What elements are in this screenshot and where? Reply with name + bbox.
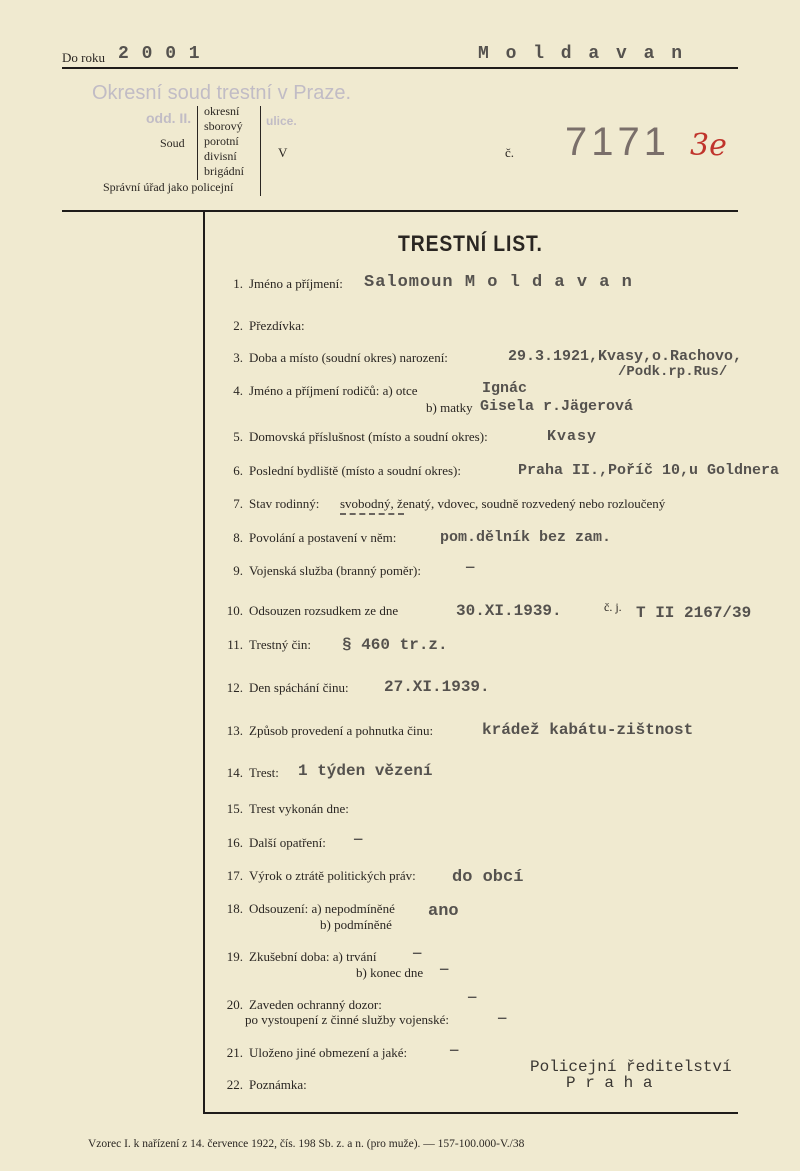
row-label: Uloženo jiné obmezení a jaké: bbox=[249, 1045, 408, 1060]
row-17 bbox=[218, 868, 416, 884]
soud-option: brigádní bbox=[204, 164, 244, 178]
row-label: Den spáchání činu: bbox=[249, 680, 349, 695]
row-12-value: 27.XI.1939. bbox=[384, 678, 490, 696]
row-20 bbox=[218, 997, 382, 1013]
row-18-value: ano bbox=[428, 902, 459, 921]
row-number: 10. bbox=[226, 603, 243, 618]
do-roku-label: Do roku bbox=[62, 50, 105, 65]
soud-option: divisní bbox=[204, 149, 237, 163]
row-label: Odsouzení: a) nepodmíněné bbox=[249, 901, 395, 916]
row-20-value-b: — bbox=[498, 1011, 508, 1027]
row-number: 13. bbox=[226, 723, 243, 738]
court-stamp-street: ulice. bbox=[266, 114, 297, 128]
row-label: Přezdívka: bbox=[249, 318, 305, 333]
row-5 bbox=[225, 429, 488, 445]
police-stamp-line1: Policejní ředitelství bbox=[530, 1058, 732, 1076]
soud-option: okresní bbox=[204, 104, 240, 118]
row-10-cj-label: č. j. bbox=[604, 600, 622, 614]
row-3-value: 29.3.1921,Kvasy,o.Rachovo, bbox=[508, 348, 743, 365]
row-9 bbox=[225, 563, 421, 579]
row-19 bbox=[218, 949, 376, 965]
row-17-value: do obcí bbox=[452, 868, 524, 887]
row-label: Trest vykonán dne: bbox=[249, 801, 349, 816]
row-4-label-b: b) matky bbox=[426, 400, 473, 415]
row-19-value-b: — bbox=[440, 962, 450, 978]
row-10 bbox=[218, 603, 398, 619]
soud-brace-left bbox=[197, 106, 198, 180]
row-number: 3. bbox=[233, 350, 243, 365]
row-3-value-2: /Podk.rp.Rus/ bbox=[618, 364, 728, 380]
row-18-label-b: b) podmíněné bbox=[320, 917, 392, 932]
row-label: Poslední bydliště (místo a soudní okres): bbox=[249, 463, 461, 478]
row-label: Trestný čin: bbox=[249, 637, 311, 652]
c-label: č. bbox=[505, 145, 515, 160]
row-number: 15. bbox=[226, 801, 243, 816]
row-8 bbox=[225, 530, 396, 546]
row-21-value: — bbox=[450, 1043, 460, 1059]
row-number: 21. bbox=[226, 1045, 243, 1060]
surname-header: M o l d a v a n bbox=[478, 44, 686, 64]
row-19-label-b: b) konec dne bbox=[356, 965, 424, 980]
bottom-rule bbox=[203, 1112, 738, 1114]
row-label: Povolání a postavení v něm: bbox=[249, 530, 397, 545]
row-2 bbox=[225, 318, 305, 334]
row-number: 7. bbox=[233, 496, 243, 511]
row-label: Jméno a příjmení rodičů: a) otce bbox=[249, 383, 418, 398]
row-number: 19. bbox=[226, 949, 243, 964]
row-22 bbox=[218, 1077, 307, 1093]
soud-label: Soud bbox=[160, 136, 185, 150]
row-label: Odsouzen rozsudkem ze dne bbox=[249, 603, 399, 618]
row-11 bbox=[218, 637, 311, 653]
row-label: Stav rodinný: bbox=[249, 496, 320, 511]
row-8-value: pom.dělník bez zam. bbox=[440, 529, 612, 546]
row-16-value: — bbox=[354, 832, 364, 848]
row-5-value: Kvasy bbox=[547, 428, 598, 445]
left-margin-rule bbox=[203, 210, 205, 1113]
row-label: Jméno a příjmení: bbox=[249, 276, 343, 291]
row-label: Domovská příslušnost (místo a soudní okres): bbox=[249, 429, 488, 444]
soud-option: porotní bbox=[204, 134, 239, 148]
police-stamp-line2: P r a h a bbox=[566, 1074, 653, 1092]
row-12 bbox=[218, 680, 349, 696]
row-label: Doba a místo (soudní okres) narození: bbox=[249, 350, 448, 365]
row-number: 6. bbox=[233, 463, 243, 478]
row-15 bbox=[218, 801, 349, 817]
row-7 bbox=[225, 496, 319, 512]
row-label: Zkušební doba: a) trvání bbox=[249, 949, 377, 964]
row-6 bbox=[225, 463, 461, 479]
row-6-value: Praha II.,Poříč 10,u Goldnera bbox=[518, 462, 780, 479]
form-footer: Vzorec I. k nařízení z 14. července 1922, čís. 198 Sb. z. a n. (pro muže). — 157-100.000-V./38 bbox=[88, 1138, 525, 1150]
soud-options bbox=[204, 104, 244, 179]
row-21 bbox=[218, 1045, 407, 1061]
row-number: 5. bbox=[233, 429, 243, 444]
row-number: 20. bbox=[226, 997, 243, 1012]
row-label: Zaveden ochranný dozor: bbox=[249, 997, 382, 1012]
row-1 bbox=[225, 276, 343, 292]
row-10-value: 30.XI.1939. bbox=[456, 602, 562, 620]
row-number: 14. bbox=[226, 765, 243, 780]
reference-suffix: 3e bbox=[690, 128, 727, 163]
header-rule-top bbox=[62, 67, 738, 69]
v-label: V bbox=[278, 145, 288, 160]
row-7-value: svobodný, ženatý, vdovec, soudně rozvedený nebo rozloučený bbox=[340, 496, 666, 511]
row-4 bbox=[225, 383, 418, 399]
row-20-label-b: po vystoupení z činné služby vojenské: bbox=[245, 1012, 449, 1027]
row-9-value: — bbox=[466, 560, 476, 576]
row-13 bbox=[218, 723, 433, 739]
row-label: Výrok o ztrátě politických práv: bbox=[249, 868, 416, 883]
row-13-value: krádež kabátu-zištnost bbox=[482, 721, 694, 739]
row-number: 11. bbox=[227, 637, 243, 652]
do-roku-value: 2 0 0 1 bbox=[118, 44, 201, 64]
row-number: 2. bbox=[233, 318, 243, 333]
document-title: TRESTNÍ LIST. bbox=[398, 231, 543, 256]
row-number: 8. bbox=[233, 530, 243, 545]
row-3 bbox=[225, 350, 448, 366]
row-19-value: — bbox=[413, 946, 423, 962]
row-20-value: — bbox=[468, 990, 478, 1006]
reference-number: 7171 bbox=[565, 120, 670, 164]
row-number: 1. bbox=[233, 276, 243, 291]
row-14-value: 1 týden vězení bbox=[298, 762, 433, 780]
row-label: Vojenská služba (branný poměr): bbox=[249, 563, 421, 578]
row-7-underline bbox=[340, 513, 404, 515]
row-10-cj-value: T II 2167/39 bbox=[636, 604, 752, 622]
court-stamp: Okresní soud trestní v Praze. bbox=[92, 82, 351, 104]
row-label: Trest: bbox=[249, 765, 279, 780]
soud-brace-right bbox=[260, 106, 261, 196]
row-16 bbox=[218, 835, 326, 851]
row-number: 17. bbox=[226, 868, 243, 883]
row-label: Způsob provedení a pohnutka činu: bbox=[249, 723, 434, 738]
row-4-value-b: Gisela r.Jägerová bbox=[480, 398, 634, 415]
row-11-value: § 460 tr.z. bbox=[342, 636, 448, 654]
spravni-urad-label: Správní úřad jako policejní bbox=[103, 180, 234, 194]
row-number: 16. bbox=[226, 835, 243, 850]
row-1-value: Salomoun M o l d a v a n bbox=[364, 273, 633, 292]
row-14 bbox=[218, 765, 279, 781]
row-4-value: Ignác bbox=[482, 380, 528, 397]
header-rule-bottom bbox=[62, 210, 738, 212]
row-number: 22. bbox=[226, 1077, 243, 1092]
row-label: Další opatření: bbox=[249, 835, 326, 850]
row-number: 18. bbox=[226, 901, 243, 916]
row-number: 12. bbox=[226, 680, 243, 695]
court-stamp-dept: odd. II. bbox=[146, 110, 192, 126]
row-18 bbox=[218, 901, 395, 917]
soud-option: sborový bbox=[204, 119, 243, 133]
row-label: Poznámka: bbox=[249, 1077, 307, 1092]
row-number: 4. bbox=[233, 383, 243, 398]
row-number: 9. bbox=[233, 563, 243, 578]
